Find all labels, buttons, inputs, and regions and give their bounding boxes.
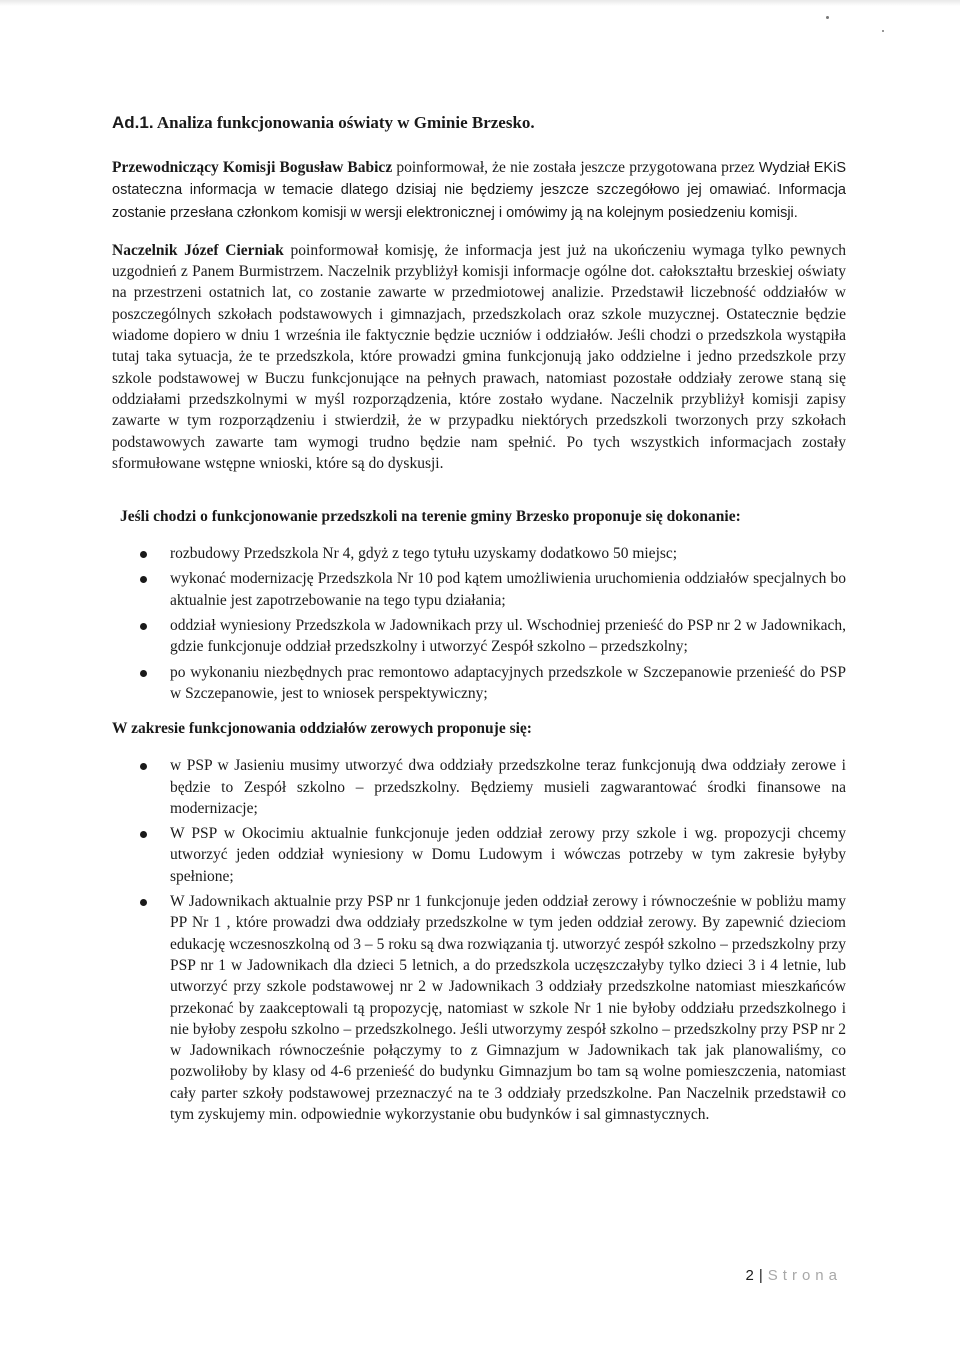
paragraph-text: poinformował, że nie została jeszcze przygotowana przez	[392, 159, 759, 176]
list-item-text: po wykonaniu niezbędnych prac remontowo adaptacyjnych przedszkole w Szczepanowie przenieść do PSP w Szczepanowie, jest to wniosek perspektywiczny;	[170, 663, 846, 702]
speaker-name: Przewodniczący Komisji Bogusław Babicz	[112, 159, 393, 176]
page-footer	[746, 1267, 842, 1284]
paragraph-chairman	[112, 157, 846, 224]
list-item	[112, 568, 846, 611]
list-item	[112, 755, 846, 819]
list-item	[112, 662, 846, 705]
bullet-icon	[140, 551, 147, 558]
document-body	[112, 112, 846, 1135]
kindergarten-proposals-list	[112, 543, 846, 704]
zero-class-proposals-list	[112, 755, 846, 1125]
list-item-text: rozbudowy Przedszkola Nr 4, gdyż z tego tytułu uzyskamy dodatkowo 50 miejsc;	[170, 545, 678, 563]
page-number: 2	[745, 1267, 754, 1284]
zero-class-proposals-title: W zakresie funkcjonowania oddziałów zerowych proponuje się:	[112, 720, 532, 738]
bullet-icon	[140, 831, 147, 838]
list-item-text: W Jadownikach aktualnie przy PSP nr 1 funkcjonuje jeden oddział zerowy i równocześnie w pobliżu mamy PP Nr 1 , które prowadzi dwa oddziały przedszkolne w tym jeden oddział zerowy. By zapewnić dzieciom edukację wczesnoszkolną od 3 – 5 roku są dwa rozwiązania tj. utworzyć zespół szkolno – przedszkolny przy PSP nr 1 w Jadownikach dla dzieci 5 letnich, a do przedszkola uczęszczałyby tylko dzieci 3 i 4 letnie, lub utworzyć przy szkole podstawowej nr 2 w Jadownikach 3 oddziały przedszkolne natomiast mieszkańców przekonać by zaakceptowali tą propozycję, natomiast w szkole Nr 1 nie byłoby oddziału przedszkolnego i nie byłoby zespołu szkolno – przedszkolnego. Jeśli utworzymy zespół szkolno – przedszkolny przy PSP nr 2 w Jadownikach równocześnie połączymy to z Gimnazjum w Jadownikach tak jak planowaliśmy, co pozwoliłoby by klasy od 4-6 przenieść do budynku Gimnazjum bo tam są wolne pomieszczenia, natomiast cały parter szkoły podstawowej przeznaczyć na te 3 oddziały przedszkolne. Pan Naczelnik przedstawił co tym zyskujemy min. odpowiednie wykorzystanie obu budynków i sal gimnastycznych.	[170, 893, 846, 1123]
section-heading	[112, 112, 846, 134]
list-item-text: oddział wyniesiony Przedszkola w Jadownikach przy ul. Wschodniej przenieść do PSP nr 2 w Jadownikach, gdzie funkcjonuje oddział przedszkolny i utworzyć Zespół szkolno – przedszkolny;	[170, 617, 846, 656]
heading-number: Ad.1.	[112, 113, 154, 132]
list-item	[112, 891, 846, 1125]
list-item	[112, 615, 846, 658]
footer-page-label: Strona	[767, 1267, 842, 1284]
heading-title: Analiza funkcjonowania oświaty w Gminie Brzesko.	[156, 113, 535, 132]
paragraph-text: poinformował komisję, że informacja jest już na ukończeniu wymaga tylko pewnych uzgodnień z Panem Burmistrzem. Naczelnik przybliżył komisji informacje ogólne dot. całokształtu brzeskiej oświaty na przestrzeni ostatnich lat, co zostanie zawarte w przedmiotowej analizie. Przedstawił liczebność oddziałów w poszczególnych szkołach podstawowych i gimnazjach, przedszkolach oraz szkole muzycznej. Ostatecznie będzie wiadome dopiero w dniu 1 września ile faktycznie będzie uczniów i oddziałów. Jeśli chodzi o przedszkola wystąpiła tutaj taka sytuacja, że te przedszkola, które prowadzi gmina funkcjonują jako oddzielne i jedno przedszkole przy szkole podstawowej w Buczu funkcjonujące na pełnych prawach, natomiast pozostałe oddziały zerowe staną się oddziałami przedszkolnymi w myśl rozporządzenia, które zostało wydane. Naczelnik przybliżył komisji zapisy zawarte w tym rozporządzeniu i stwierdził, że w przypadku niektórych przedszkoli tworzonych przy szkołach podstawowych zawarte tam wymogi trudno będzie nam spełnić. Po tych wszystkich informacjach zostały sformułowane wstępne wnioski, które są do dyskusji.	[112, 241, 846, 472]
scan-edge	[0, 0, 960, 6]
bullet-icon	[140, 576, 147, 583]
list-item-text: w PSP w Jasieniu musimy utworzyć dwa oddziały przedszkolne teraz funkcjonują dwa oddziały zerowe i będzie to Zespół szkolno – przedszkolny. Będziemy musieli zagwarantować środki finansowe na modernizacje;	[170, 757, 846, 817]
bullet-icon	[140, 623, 147, 630]
paragraph-director	[112, 240, 846, 474]
scan-speck	[882, 30, 884, 32]
kindergarten-proposals-title: Jeśli chodzi o funkcjonowanie przedszkoli na terenie gminy Brzesko proponuje się dokonanie:	[120, 508, 741, 526]
list-item-text: wykonać modernizację Przedszkola Nr 10 pod kątem umożliwienia uruchomienia oddziałów specjalnych bo aktualnie jest zapotrzebowanie na tego typu działania;	[170, 570, 846, 609]
list-item	[112, 823, 846, 887]
list-item	[112, 543, 846, 564]
bullet-icon	[140, 670, 147, 677]
footer-separator: |	[758, 1267, 763, 1284]
bullet-icon	[140, 763, 147, 770]
bullet-icon	[140, 899, 147, 906]
paragraph-text-continued: Wydział EKiS ostateczna informacja w temacie dlatego dzisiaj nie będziemy jeszcze szczegółowo jej omawiać. Informacja zostanie przesłana członkom komisji w wersji elektronicznej i omówimy ją na kolejnym posiedzeniu komisji.	[112, 160, 846, 221]
scan-speck	[826, 16, 829, 19]
list-item-text: W PSP w Okocimiu aktualnie funkcjonuje jeden oddział zerowy przy szkole i wg. propozycji chcemy utworzyć jeden oddział wyniesiony w Domu Ludowym i wówczas potrzeby w tym zakresie byłyby spełnione;	[170, 825, 846, 885]
speaker-name: Naczelnik Józef Cierniak	[112, 241, 284, 259]
